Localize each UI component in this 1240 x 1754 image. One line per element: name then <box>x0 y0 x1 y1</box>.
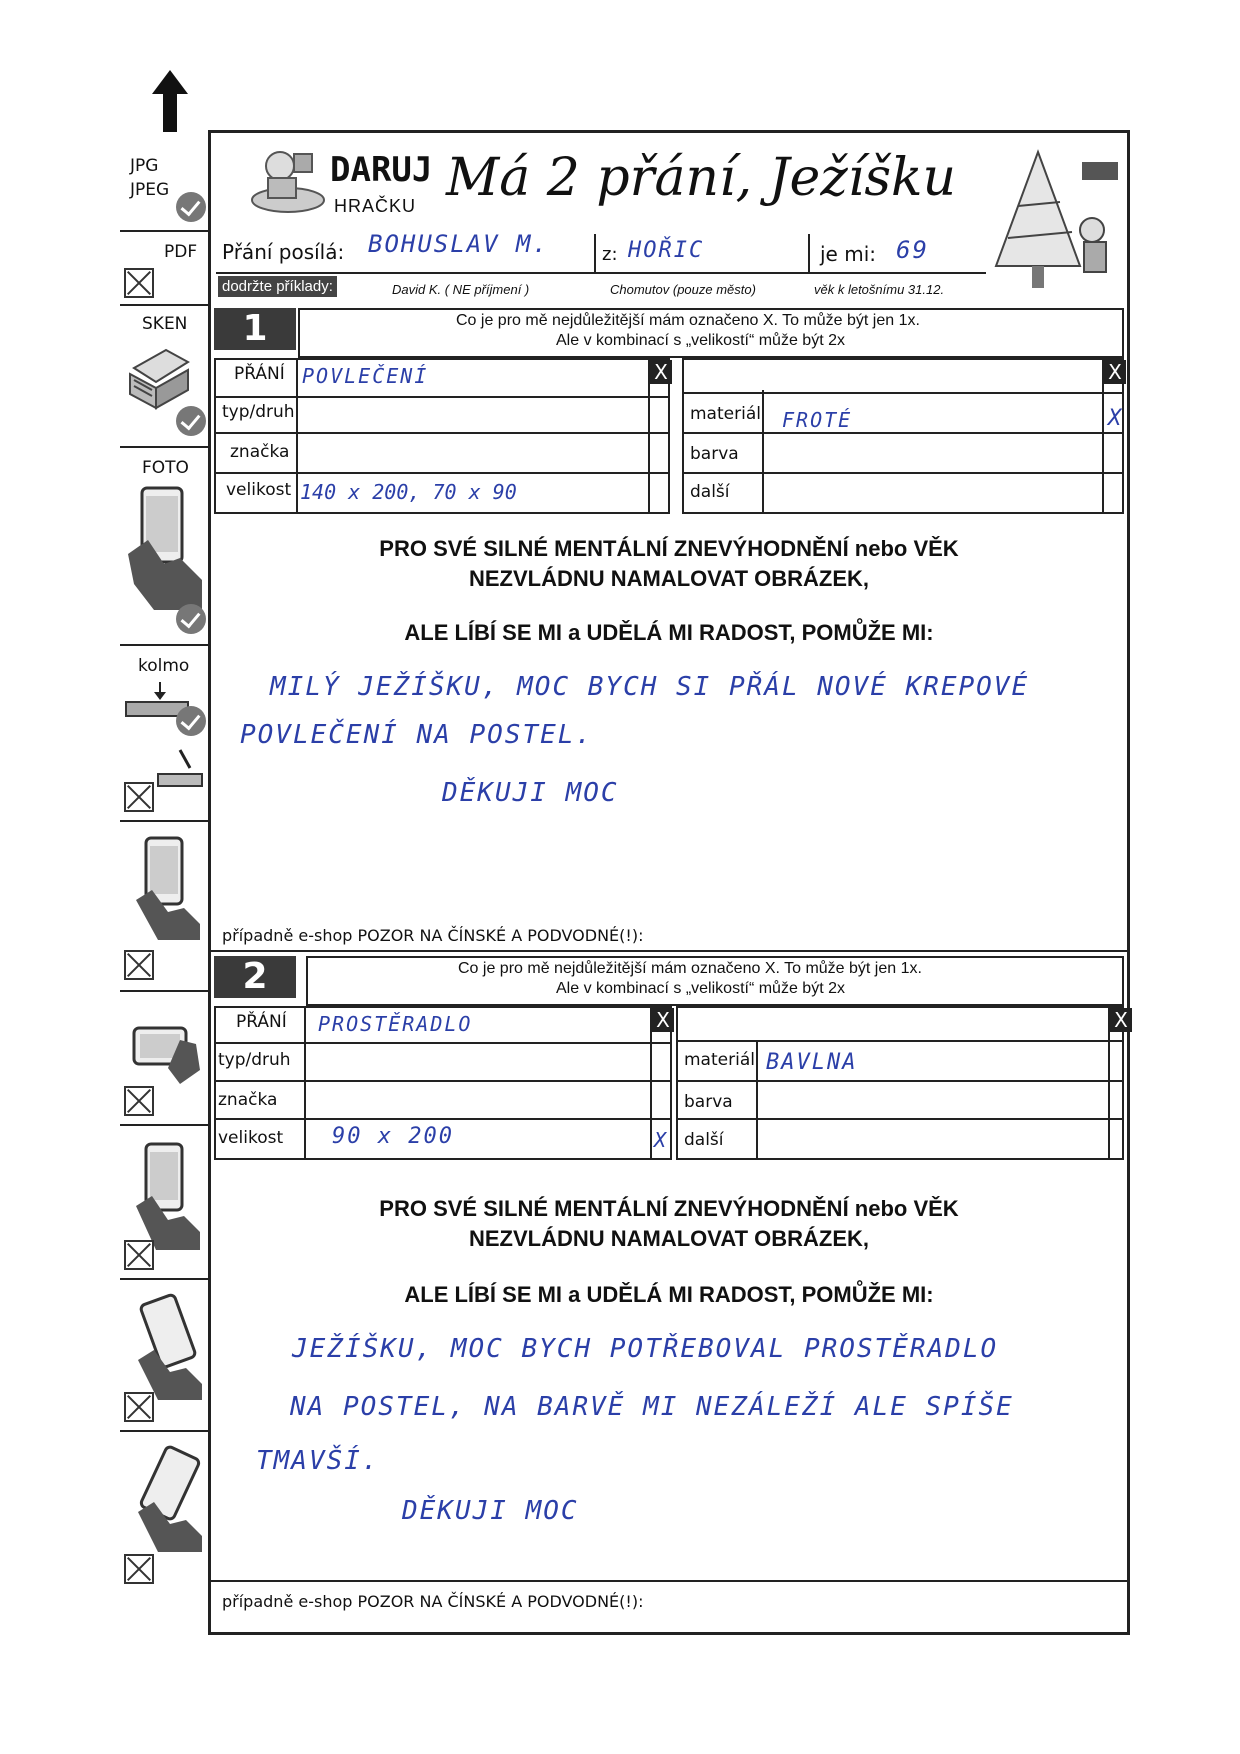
wish1-number: 1 <box>214 308 296 350</box>
wish1-statement-line2: NEZVLÁDNU NAMALOVAT OBRÁZEK, <box>468 566 870 591</box>
tilted-cross-icon <box>124 782 154 812</box>
logo-hracku: HRAČKU <box>334 196 417 216</box>
kolmo-label: kolmo <box>138 656 190 676</box>
foto-label: FOTO <box>142 458 189 478</box>
wish1-x-left[interactable]: X <box>650 360 672 384</box>
wish2-table-right <box>676 1006 1124 1160</box>
wish1-label-color: barva <box>690 444 739 464</box>
wish2-statement-line2: NEZVLÁDNU NAMALOVAT OBRÁZEK, <box>468 1226 870 1251</box>
wish2-statement-line1: PRO SVÉ SILNÉ MENTÁLNÍ ZNEVÝHODNĚNÍ nebo VĚK <box>379 1196 959 1221</box>
phone-photo-icon <box>124 484 204 610</box>
phone-rotated-cross-icon <box>124 1392 154 1422</box>
wish2-value-wish[interactable]: PROSTĚRADLO <box>318 1012 473 1036</box>
phone-tilted-cross-icon <box>124 950 154 980</box>
wish1-letter-line3[interactable]: DĚKUJI MOC <box>442 778 619 808</box>
pdf-label: PDF <box>164 242 198 262</box>
sken-check-icon <box>176 406 206 436</box>
phone-landscape-cross-icon <box>124 1086 154 1116</box>
wish1-value-wish[interactable]: POVLEČENÍ <box>302 364 429 388</box>
example-name: David K. ( NE příjmení ) <box>392 282 530 297</box>
wish2-label-color: barva <box>684 1092 733 1112</box>
wish1-x-right[interactable]: X <box>1104 360 1126 384</box>
wish2-value-size[interactable]: 90 x 200 <box>332 1124 454 1149</box>
pdf-cross-icon <box>124 268 154 298</box>
wish2-note-line1: Co je pro mě nejdůležitější mám označeno X. To může být jen 1x. <box>458 960 922 977</box>
wish1-label-other: další <box>690 482 730 502</box>
jpg-label: JPG <box>130 156 159 176</box>
example-city: Chomutov (pouze město) <box>610 282 756 297</box>
jpg-check-icon <box>176 192 206 222</box>
wish1-label-type: typ/druh <box>222 402 295 422</box>
wish2-number: 2 <box>214 956 296 998</box>
scanner-icon <box>126 340 192 412</box>
age-value[interactable]: 69 <box>896 236 929 264</box>
phone-rotated-icon <box>130 1290 206 1400</box>
example-age: věk k letošnímu 31.12. <box>814 282 945 297</box>
page-title: Má 2 přání, Ježíšku <box>446 148 957 208</box>
logo-daruj: DARUJ <box>330 150 433 190</box>
wish1-value-size[interactable]: 140 x 200, 70 x 90 <box>300 480 517 504</box>
age-label: je mi: <box>820 242 876 266</box>
wish2-x-right[interactable]: X <box>1110 1008 1132 1032</box>
christmas-tree-icon <box>988 146 1128 296</box>
wish2-value-material[interactable]: BAVLNA <box>766 1050 858 1075</box>
wish2-x-left[interactable]: X <box>652 1008 674 1032</box>
sidebar <box>120 130 208 1635</box>
wish2-letter-line3[interactable]: TMAVŠÍ. <box>256 1446 380 1476</box>
wish2-letter-line4[interactable]: DĚKUJI MOC <box>402 1496 579 1526</box>
wish1-label-wish: PŘÁNÍ <box>234 364 285 384</box>
wish2-hand-x[interactable]: X <box>654 1128 669 1152</box>
phone-tilted-icon <box>128 830 204 940</box>
from-value[interactable]: HOŘIC <box>628 238 705 263</box>
wish1-hand-x[interactable]: X <box>1108 406 1124 431</box>
foto-check-icon <box>176 604 206 634</box>
up-arrow-icon <box>150 70 190 132</box>
sender-label: Přání posílá: <box>222 240 345 264</box>
phone-landscape-icon <box>128 1020 204 1090</box>
wish1-letter-line1[interactable]: MILÝ JEŽÍŠKU, MOC BYCH SI PŘÁL NOVÉ KREPOVÉ <box>270 672 1030 702</box>
santa-logo-icon <box>248 144 328 216</box>
wish2-letter-line1[interactable]: JEŽÍŠKU, MOC BYCH POTŘEBOVAL PROSTĚRADLO <box>292 1334 999 1364</box>
wish2-label-other: další <box>684 1130 724 1150</box>
wish1-value-material[interactable]: FROTÉ <box>782 408 853 432</box>
wish1-label-material: materiál <box>690 404 761 424</box>
wish2-letter-line2[interactable]: NA POSTEL, NA BARVĚ MI NEZÁLEŽÍ ALE SPÍŠE <box>290 1392 1014 1422</box>
wish1-statement-line3: ALE LÍBÍ SE MI a UDĚLÁ MI RADOST, POMŮŽE MI: <box>404 620 934 645</box>
phone-hand-icon <box>128 1140 204 1250</box>
wish2-label-size: velikost <box>218 1128 284 1148</box>
wish1-note-line2: Ale v kombinací s „velikostí“ může být 2x <box>556 332 845 349</box>
wish2-label-wish: PŘÁNÍ <box>236 1012 287 1032</box>
phone-skewed-cross-icon <box>124 1554 154 1584</box>
wish2-label-brand: značka <box>218 1090 278 1110</box>
wish1-table-right <box>682 358 1124 514</box>
phone-hand-cross-icon <box>124 1240 154 1270</box>
wish2-label-type: typ/druh <box>218 1050 291 1070</box>
wish1-statement-line1: PRO SVÉ SILNÉ MENTÁLNÍ ZNEVÝHODNĚNÍ nebo VĚK <box>379 536 959 561</box>
phone-skewed-icon <box>130 1442 206 1552</box>
examples-badge: dodržte příklady: <box>218 276 337 297</box>
wish1-label-size: velikost <box>226 480 292 500</box>
jpeg-label: JPEG <box>130 180 170 200</box>
wish2-label-material: materiál <box>684 1050 755 1070</box>
wish1-label-brand: značka <box>230 442 290 462</box>
from-label: z: <box>602 244 618 265</box>
sken-label: SKEN <box>142 314 188 334</box>
sender-value[interactable]: BOHUSLAV M. <box>368 230 549 258</box>
wish1-letter-line2[interactable]: POVLEČENÍ NA POSTEL. <box>240 720 594 750</box>
wish2-statement-line3: ALE LÍBÍ SE MI a UDĚLÁ MI RADOST, POMŮŽE MI: <box>404 1282 934 1307</box>
wish1-note-line1: Co je pro mě nejdůležitější mám označeno X. To může být jen 1x. <box>456 312 920 329</box>
wish2-note-line2: Ale v kombinací s „velikostí“ může být 2x <box>556 980 845 997</box>
wish2-eshop: případně e-shop POZOR NA ČÍNSKÉ A PODVODNÉ(!): <box>222 1592 644 1611</box>
kolmo-check-icon <box>176 706 206 736</box>
wish1-eshop: případně e-shop POZOR NA ČÍNSKÉ A PODVODNÉ(!): <box>222 926 644 945</box>
